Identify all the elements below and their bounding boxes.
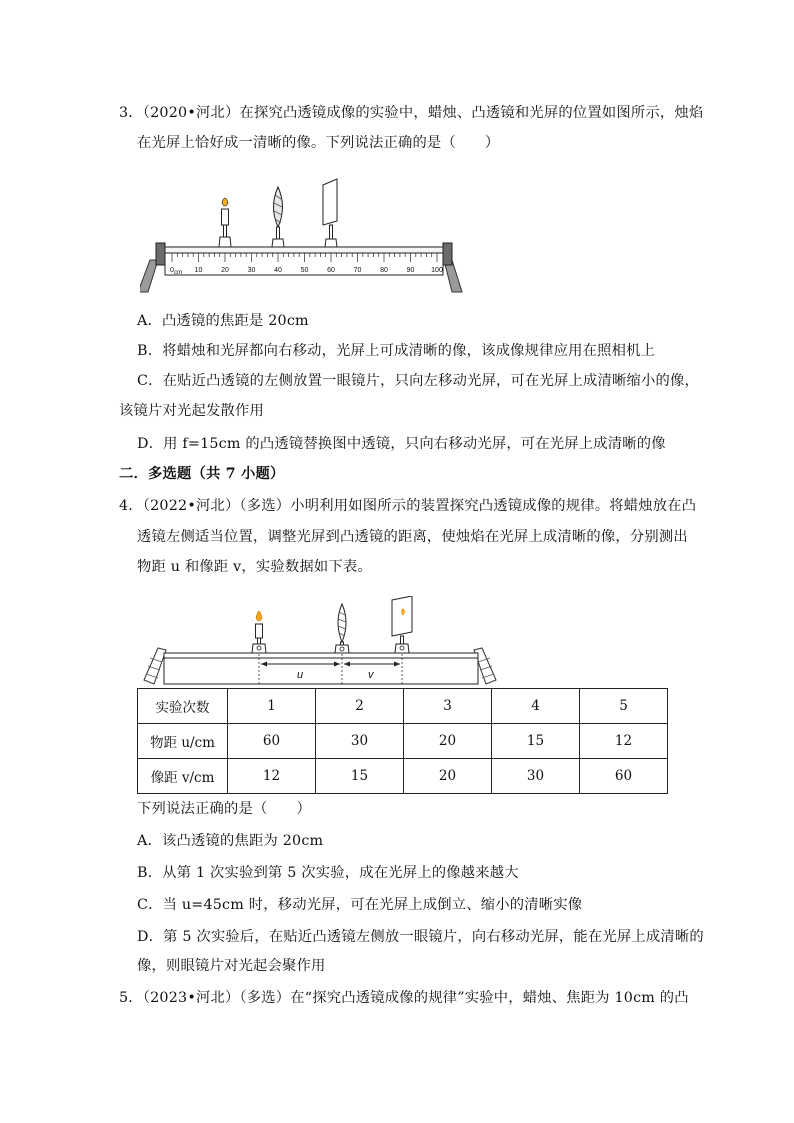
bench-rail	[164, 653, 478, 658]
bench-rail	[165, 247, 443, 253]
right-end-post	[443, 243, 452, 265]
candle	[252, 611, 266, 653]
table-cell: 4	[492, 689, 580, 724]
light-screen	[323, 179, 337, 247]
q3-stem-line2: 在光屏上恰好成一清晰的像。下列说法正确的是（ ）	[137, 135, 500, 151]
table-row	[138, 724, 668, 759]
table-cell: 2	[316, 689, 404, 724]
scale-tick-label: 20	[221, 267, 229, 274]
table-row	[138, 689, 668, 724]
q3-option-c-line2: 该镜片对光起发散作用	[119, 403, 264, 419]
candle	[219, 198, 231, 247]
q3-option-d: D．用 f=15cm 的凸透镜替换图中透镜，只向右移动光屏，可在光屏上成清晰的像	[137, 436, 666, 452]
table-cell: 物距 u/cm	[138, 724, 228, 759]
q4-option-a: A．该凸透镜的焦距为 20cm	[137, 833, 324, 849]
table-cell: 1	[228, 689, 316, 724]
scale-tick-label: 60	[327, 267, 335, 274]
table-cell: 30	[316, 724, 404, 759]
q3-option-a: A．凸透镜的焦距是 20cm	[137, 313, 309, 329]
scale-tick-label: 100	[431, 267, 443, 274]
table-cell: 12	[228, 759, 316, 794]
q5-stem-line1: 5．（2023•河北）（多选）在“探究凸透镜成像的规律”实验中，蜡烛、焦距为 10cm 的凸	[119, 990, 689, 1006]
section-heading-multiple-choice: 二．多选题（共 7 小题）	[119, 466, 285, 482]
scale-tick-label: 40	[274, 267, 282, 274]
table-row	[138, 759, 668, 794]
table-cell: 20	[404, 759, 492, 794]
q3-optical-bench-figure	[140, 162, 470, 294]
convex-lens	[272, 187, 284, 247]
table-cell: 3	[404, 689, 492, 724]
q4-stem-line3: 物距 u 和像距 v，实验数据如下表。	[137, 559, 372, 575]
q4-option-d-line1: D．第 5 次实验后，在贴近凸透镜左侧放一眼镜片，向右移动光屏，能在光屏上成清晰的	[137, 929, 704, 945]
scale-tick-label: 10	[194, 267, 203, 274]
scale-tick-label: 30	[247, 267, 256, 274]
table-cell: 60	[580, 759, 668, 794]
q4-option-d-line2: 像，则眼镜片对光起会聚作用	[137, 958, 326, 974]
q4-stem-line2: 透镜左侧适当位置，调整光屏到凸透镜的距离，使烛焰在光屏上成清晰的像，分别测出	[137, 529, 688, 545]
scale-tick-label: 0	[170, 267, 174, 274]
left-leg	[144, 648, 166, 684]
table-cell: 实验次数	[138, 689, 228, 724]
distance-v-label: v	[368, 669, 374, 681]
table-cell: 15	[492, 724, 580, 759]
q4-stem-line1: 4．（2022•河北）（多选）小明利用如图所示的装置探究凸透镜成像的规律。将蜡烛放在凸	[119, 498, 697, 514]
scale-tick-label: 50	[300, 267, 309, 274]
table-cell: 60	[228, 724, 316, 759]
table-cell: 30	[492, 759, 580, 794]
table-cell: 12	[580, 724, 668, 759]
table-cell: 15	[316, 759, 404, 794]
left-end-post	[156, 243, 165, 265]
light-screen	[392, 596, 412, 653]
q4-data-table	[137, 688, 668, 794]
q3-option-b: B．将蜡烛和光屏都向右移动，光屏上可成清晰的像，该成像规律应用在照相机上	[137, 343, 656, 359]
q4-option-c: C．当 u=45cm 时，移动光屏，可在光屏上成倒立、缩小的清晰实像	[137, 897, 583, 913]
q4-prompt: 下列说法正确的是（ ）	[137, 801, 311, 817]
table-cell: 20	[404, 724, 492, 759]
scale-unit-label: cm	[174, 270, 182, 276]
scale-tick-label: 90	[406, 267, 415, 274]
table-cell: 像距 v/cm	[138, 759, 228, 794]
scale-tick-label: 80	[380, 267, 388, 274]
scale-tick-label: 70	[353, 267, 362, 274]
q4-optical-bench-figure	[140, 596, 500, 688]
table-cell: 5	[580, 689, 668, 724]
q4-option-b: B．从第 1 次实验到第 5 次实验，成在光屏上的像越来越大	[137, 865, 519, 881]
bench-body	[164, 658, 478, 684]
convex-lens	[335, 604, 349, 653]
q3-option-c-line1: C．在贴近凸透镜的左侧放置一眼镜片，只向左移动光屏，可在光屏上成清晰缩小的像，	[137, 373, 700, 389]
left-leg	[140, 260, 158, 292]
q3-stem-line1: 3．（2020•河北）在探究凸透镜成像的实验中，蜡烛、凸透镜和光屏的位置如图所示，烛焰	[119, 105, 704, 121]
distance-u-label: u	[297, 669, 304, 681]
